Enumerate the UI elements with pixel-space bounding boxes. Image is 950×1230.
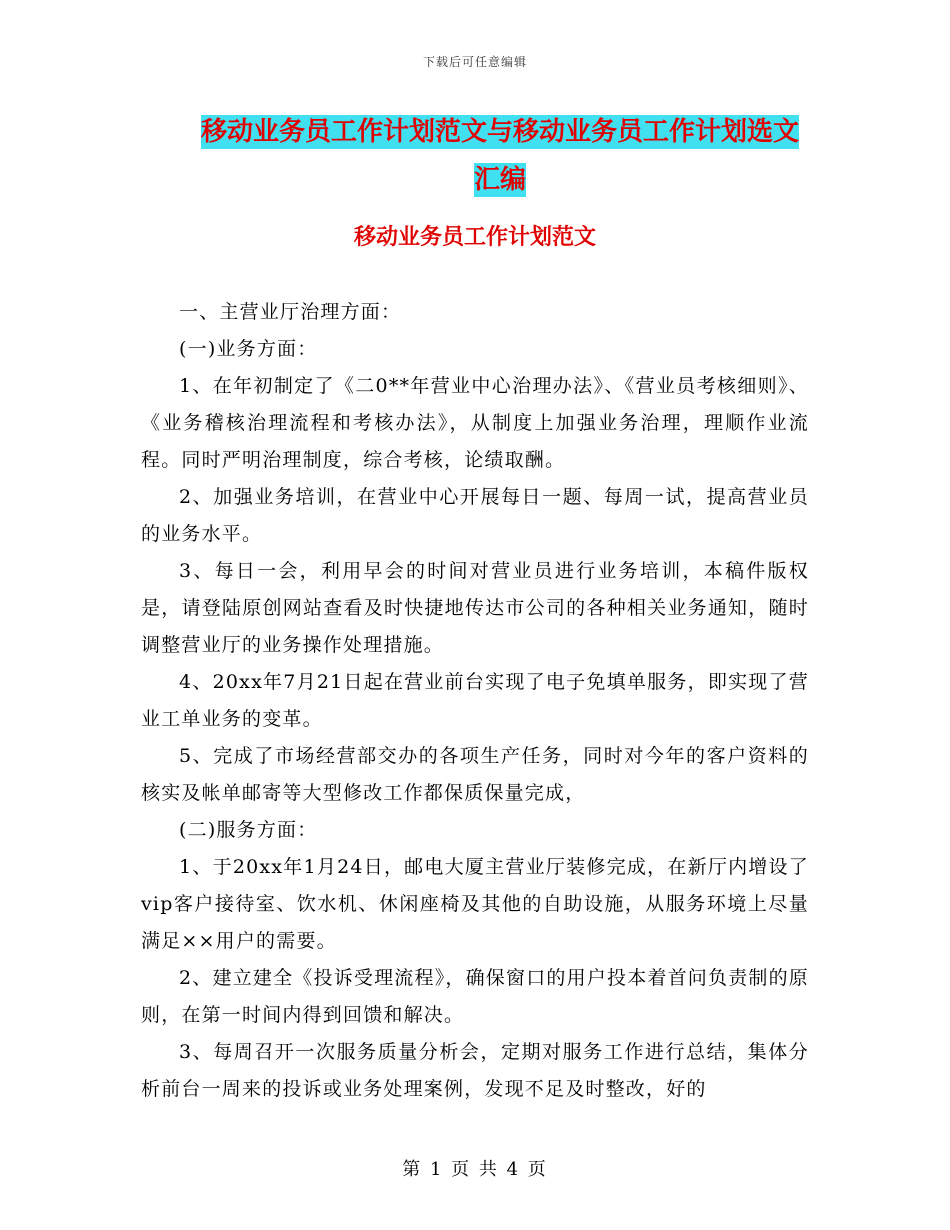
paragraph: 1、在年初制定了《二0**年营业中心治理办法》、《营业员考核细则》、《业务稽核治理流程和考核办法》，从制度上加强业务治理，理顺作业流程。同时严明治理制度，综合考核，论绩取酬。 xyxy=(141,375,809,471)
paragraph: 2、建立建全《投诉受理流程》，确保窗口的用户投本着首问负责制的原则，在第一时间内得到回馈和解决。 xyxy=(141,967,809,1026)
paragraph: 4、20xx年7月21日起在营业前台实现了电子免填单服务，即实现了营业工单业务的变革。 xyxy=(141,671,809,730)
section-title: 移动业务员工作计划范文 xyxy=(353,225,596,250)
page-footer: 第 1 页 共 4 页 xyxy=(402,1159,548,1180)
paragraph: 3、每日一会，利用早会的时间对营业员进行业务培训，本稿件版权是，请登陆原创网站查看及时快捷地传达市公司的各种相关业务通知，随时调整营业厅的业务操作处理措施。 xyxy=(141,560,809,656)
paragraph: (一)业务方面： xyxy=(179,338,318,360)
document-title-line-2: 汇编 xyxy=(473,165,526,195)
page-header: 下载后可任意编辑 xyxy=(422,55,527,69)
paragraph: (二)服务方面： xyxy=(179,819,318,841)
document-title-line-1: 移动业务员工作计划范文与移动业务员工作计划选文 xyxy=(200,117,799,147)
paragraph: 5、完成了市场经营部交办的各项生产任务，同时对今年的客户资料的核实及帐单邮寄等大型修改工作都保质保量完成， xyxy=(141,745,809,804)
paragraph: 1、于20xx年1月24日，邮电大厦主营业厅装修完成，在新厅内增设了vip客户接待室、饮水机、休闲座椅及其他的自助设施，从服务环境上尽量满足××用户的需要。 xyxy=(141,856,809,952)
paragraph: 一、主营业厅治理方面： xyxy=(179,301,402,323)
paragraph: 2、加强业务培训，在营业中心开展每日一题、每周一试，提高营业员的业务水平。 xyxy=(141,486,809,545)
document-title xyxy=(190,108,810,204)
document-body xyxy=(141,294,809,1108)
paragraph: 3、每周召开一次服务质量分析会，定期对服务工作进行总结，集体分析前台一周来的投诉或业务处理案例，发现不足及时整改，好的 xyxy=(141,1041,809,1100)
